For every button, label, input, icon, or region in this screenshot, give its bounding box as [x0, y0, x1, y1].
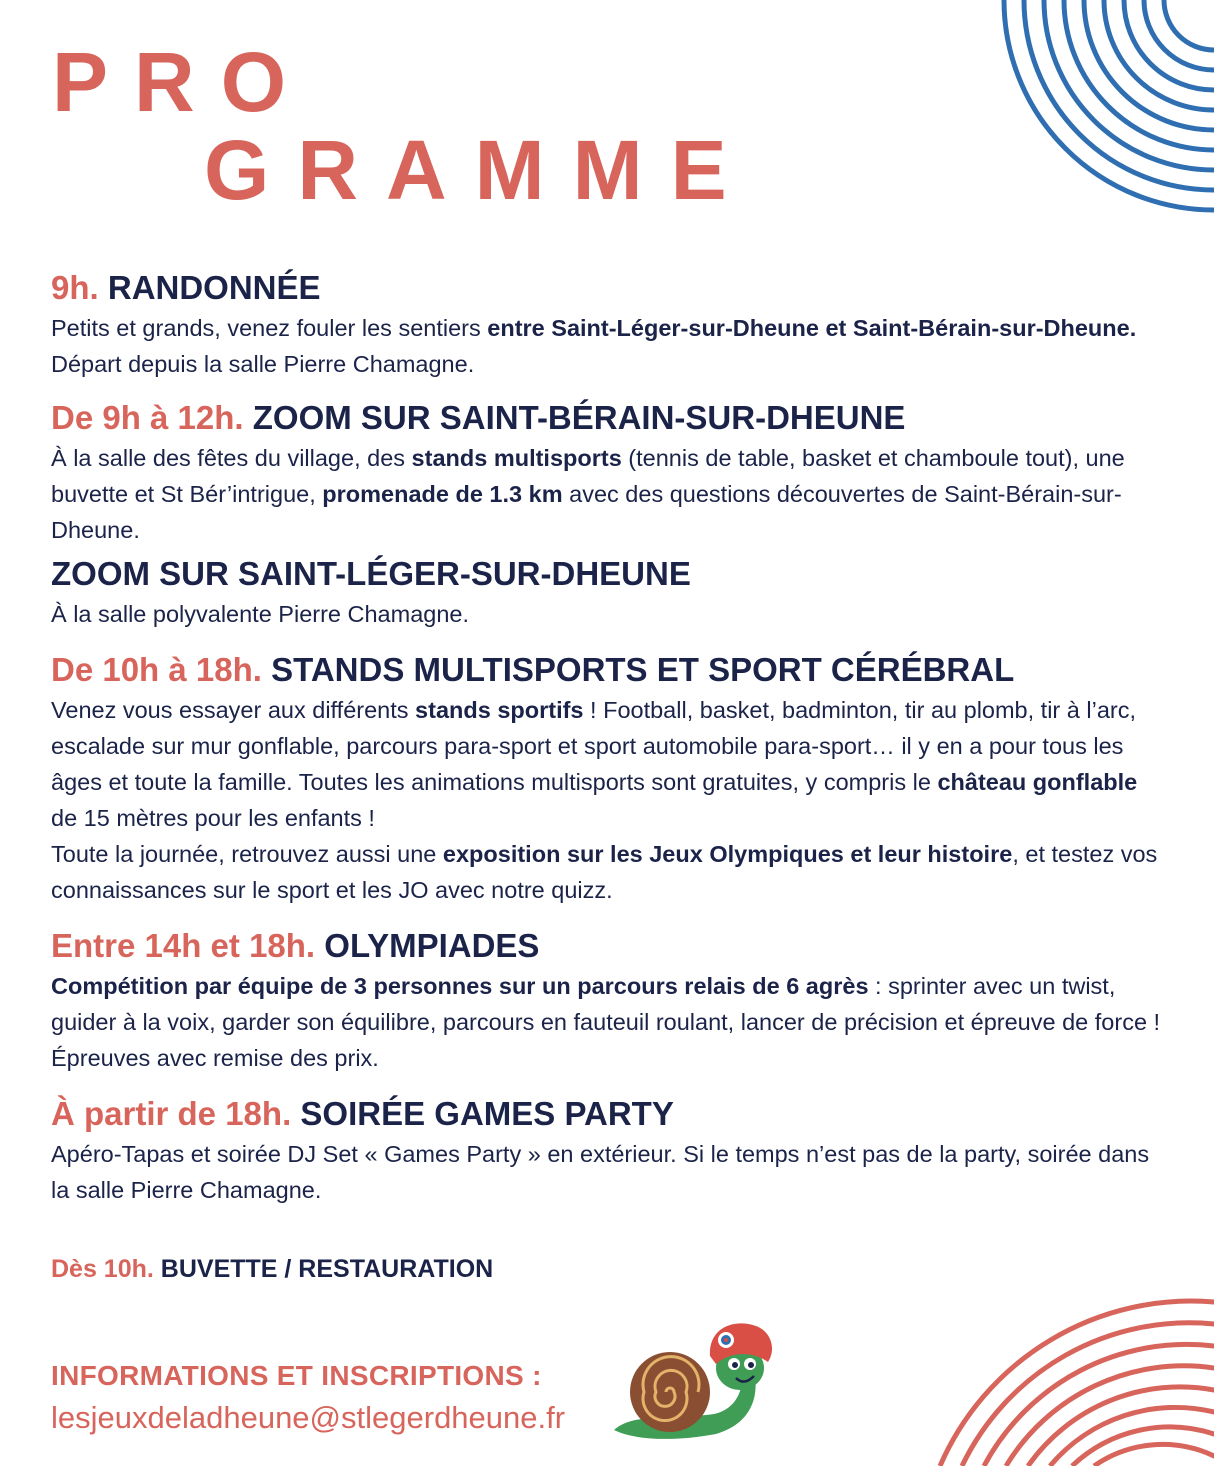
body-text: Venez vous essayer aux différents: [51, 697, 416, 723]
event-title: STANDS MULTISPORTS ET SPORT CÉRÉBRAL: [271, 651, 1015, 688]
highlight-text: promenade de 1.3 km: [322, 481, 563, 507]
program-list: [51, 266, 1161, 1208]
event-description: [51, 310, 1161, 382]
event-title: OLYMPIADES: [324, 927, 540, 964]
blue-arc-icon: [1164, 0, 1214, 50]
event-soiree-games-party: [51, 1092, 1161, 1208]
event-time: De 10h à 18h.: [51, 651, 262, 688]
page-title: [52, 35, 755, 217]
event-time: Entre 14h et 18h.: [51, 927, 316, 964]
event-heading: [51, 1092, 1161, 1136]
event-title: ZOOM SUR SAINT-BÉRAIN-SUR-DHEUNE: [252, 399, 906, 436]
event-description: [51, 1136, 1161, 1208]
event-zoom-saint-leger: [51, 552, 1161, 632]
buvette-title: BUVETTE / RESTAURATION: [160, 1255, 494, 1283]
event-description: [51, 596, 1161, 632]
body-text: (tennis de table, basket et chamboule tout), une buvette et St Bér’intrigue,: [51, 445, 1125, 507]
body-text: À la salle polyvalente Pierre Chamagne.: [51, 601, 470, 627]
event-heading: [51, 266, 1161, 310]
red-track-decoration-icon: [760, 1236, 1214, 1466]
body-text: avec des questions découvertes de Saint-Bérain-sur-Dheune.: [51, 481, 1122, 543]
event-zoom-saint-berain: [51, 396, 1161, 548]
event-title: RANDONNÉE: [107, 269, 321, 306]
highlight-text: entre Saint-Léger-sur-Dheune et Saint-Bérain-sur-Dheune.: [487, 315, 1137, 341]
body-text: , et testez vos connaissances sur le sport et les JO avec notre quizz.: [51, 841, 1158, 903]
body-text: de 15 mètres pour les enfants !: [51, 805, 375, 831]
blue-arc-icon: [1024, 0, 1214, 190]
event-heading: [51, 924, 1161, 968]
highlight-text: Compétition par équipe de 3 personnes sur un parcours relais de 6 agrès: [51, 973, 869, 999]
body-text: Apéro-Tapas et soirée DJ Set « Games Party » en extérieur. Si le temps n’est pas de la party, soirée dans la salle Pierre Chamagne.: [51, 1141, 1150, 1203]
blue-arcs-decoration-icon: [930, 0, 1214, 230]
buvette-time: Dès 10h.: [51, 1255, 154, 1283]
event-heading: [51, 552, 1161, 596]
snail-mascot-icon: [604, 1312, 784, 1440]
contact-email-link[interactable]: lesjeuxdeladheune@stlegerdheune.fr: [51, 1400, 566, 1435]
track-line-icon: [1094, 1444, 1214, 1466]
event-olympiades: [51, 924, 1161, 1076]
event-heading: [51, 396, 1161, 440]
event-randonnee: [51, 266, 1161, 382]
title-line-1: PRO: [52, 35, 313, 129]
body-text: Petits et grands, venez fouler les sentiers: [51, 315, 488, 341]
body-text: À la salle des fêtes du village, des: [51, 445, 412, 471]
event-description: [51, 968, 1161, 1076]
title-line-2: GRAMME: [204, 123, 755, 217]
event-description: [51, 692, 1161, 908]
info-label: INFORMATIONS ET INSCRIPTIONS :: [51, 1360, 542, 1391]
highlight-text: stands sportifs: [415, 697, 584, 723]
event-title: ZOOM SUR SAINT-LÉGER-SUR-DHEUNE: [51, 555, 691, 592]
event-time: À partir de 18h.: [51, 1095, 292, 1132]
body-text: Toute la journée, retrouvez aussi une: [51, 841, 443, 867]
event-time: De 9h à 12h.: [51, 399, 244, 436]
highlight-text: stands multisports: [411, 445, 622, 471]
event-heading: [51, 648, 1161, 692]
buvette-line: [51, 1255, 493, 1284]
track-line-icon: [1050, 1407, 1214, 1466]
body-text: : sprinter avec un twist, guider à la voix, garder son équilibre, parcours en fauteuil roulant, lancer de précision et épreuve de force ! Épreuves avec remise des prix.: [51, 973, 1161, 1071]
event-time: 9h.: [51, 269, 99, 306]
body-text: ! Football, basket, badminton, tir au plomb, tir à l’arc, escalade sur mur gonflable, parcours para-sport et sport automobile para-sport… il y en a pour tous les âges et toute la famille. Toutes les animations multisports sont gratuites, y compris le: [51, 697, 1137, 795]
event-title: SOIRÉE GAMES PARTY: [300, 1095, 674, 1132]
highlight-text: château gonflable: [937, 769, 1138, 795]
body-text: Départ depuis la salle Pierre Chamagne.: [51, 351, 475, 377]
event-description: [51, 440, 1161, 548]
highlight-text: exposition sur les Jeux Olympiques et leur histoire: [442, 841, 1013, 867]
event-stands-multisports: [51, 648, 1161, 908]
